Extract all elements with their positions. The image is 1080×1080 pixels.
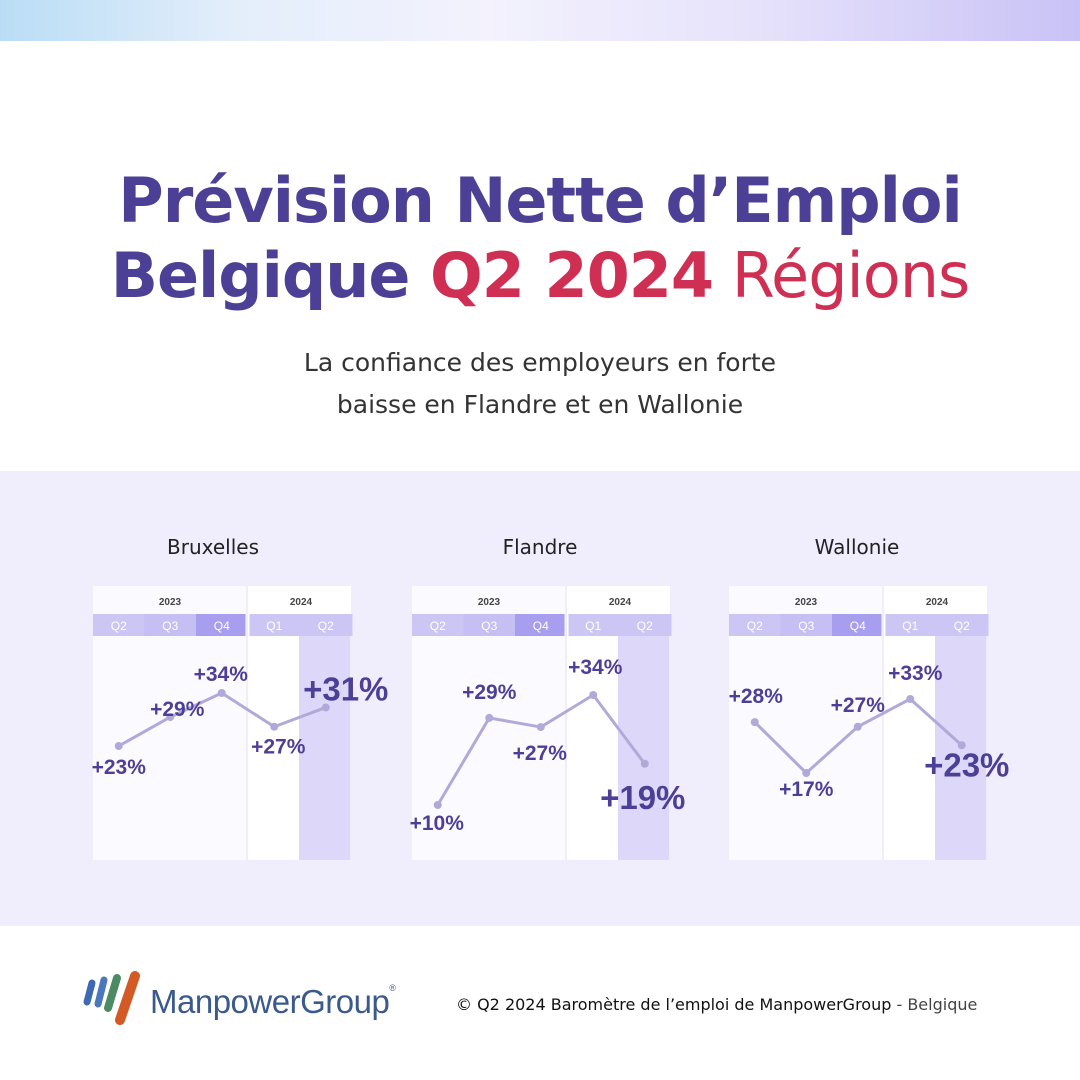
registered-mark: ®	[389, 983, 396, 993]
data-point-wallonie-2	[854, 723, 862, 731]
year-label-2023-flandre: 2023	[477, 597, 501, 608]
subtitle-line1: La confiance des employeurs en forte	[303, 348, 777, 377]
quarter-label-wallonie-4: Q2	[953, 619, 970, 633]
region-title-wallonie: Wallonie	[814, 535, 900, 559]
quarter-label-flandre-1: Q3	[481, 619, 498, 633]
data-label-wallonie-4: +23%	[924, 746, 1010, 784]
title-text: Prévision Nette d’Emploi	[118, 164, 962, 237]
data-label-flandre-3: +34%	[568, 656, 623, 679]
data-point-bruxelles-0	[115, 742, 123, 750]
data-label-wallonie-3: +33%	[888, 662, 943, 685]
data-point-wallonie-0	[751, 718, 759, 726]
year-label-2023-bruxelles: 2023	[158, 597, 182, 608]
quarter-label-wallonie-0: Q2	[746, 619, 763, 633]
data-point-flandre-1	[485, 714, 493, 722]
data-label-flandre-1: +29%	[462, 680, 517, 704]
highlight-column-bruxelles	[299, 614, 351, 860]
brand-name	[150, 983, 395, 1021]
region-title-bruxelles: Bruxelles	[167, 535, 259, 559]
subtitle-line2: baisse en Flandre et en Wallonie	[336, 390, 744, 419]
quarter-label-wallonie-2: Q4	[849, 619, 866, 633]
copyright-notice	[456, 995, 977, 1014]
brand-name-text: ManpowerGroup	[150, 983, 390, 1020]
region-title-flandre: Flandre	[502, 535, 578, 559]
data-point-flandre-4	[641, 760, 649, 768]
manpowergroup-logo	[80, 970, 144, 1033]
data-label-bruxelles-3: +27%	[251, 735, 306, 759]
quarter-label-flandre-4: Q2	[636, 619, 653, 633]
title-quarter: Q2 2024	[430, 239, 714, 312]
data-point-bruxelles-2	[218, 689, 226, 697]
year-label-2024-wallonie: 2024	[925, 597, 949, 608]
data-point-wallonie-3	[906, 695, 914, 703]
data-label-bruxelles-2: +34%	[193, 663, 248, 686]
data-label-bruxelles-4: +31%	[303, 670, 389, 708]
highlight-column-wallonie	[935, 614, 987, 860]
quarter-label-bruxelles-1: Q3	[162, 619, 179, 633]
data-point-bruxelles-3	[270, 723, 278, 731]
title-country: Belgique	[110, 239, 431, 312]
quarter-label-flandre-3: Q1	[585, 619, 602, 633]
copyright-country: - Belgique	[891, 995, 978, 1014]
data-point-flandre-2	[537, 723, 545, 731]
data-point-flandre-0	[434, 801, 442, 809]
data-label-flandre-4: +19%	[600, 778, 686, 816]
data-label-wallonie-2: +27%	[830, 693, 885, 717]
year-separator-wallonie	[882, 586, 884, 860]
quarter-label-flandre-0: Q2	[429, 619, 446, 633]
quarter-label-bruxelles-4: Q2	[317, 619, 334, 633]
quarter-label-wallonie-1: Q3	[798, 619, 815, 633]
quarter-label-wallonie-3: Q1	[902, 619, 919, 633]
data-label-bruxelles-1: +29%	[150, 698, 205, 722]
year-label-2024-flandre: 2024	[608, 597, 632, 608]
data-label-flandre-0: +10%	[409, 812, 464, 835]
data-point-flandre-3	[589, 691, 597, 699]
year-label-2023-wallonie: 2023	[794, 597, 818, 608]
data-label-flandre-2: +27%	[512, 742, 567, 766]
quarter-label-bruxelles-3: Q1	[266, 619, 283, 633]
quarter-label-bruxelles-2: Q4	[213, 619, 230, 633]
data-label-bruxelles-0: +23%	[91, 756, 146, 779]
data-point-wallonie-1	[802, 769, 810, 777]
quarter-label-bruxelles-0: Q2	[110, 619, 127, 633]
manpower-stripes-icon	[80, 970, 144, 1028]
year-separator-bruxelles	[246, 586, 248, 860]
copyright-text: © Q2 2024 Baromètre de l’emploi de ManpowerGroup	[456, 995, 892, 1014]
year-separator-flandre	[565, 586, 567, 860]
title-regions: Régions	[713, 239, 970, 312]
data-label-wallonie-1: +17%	[779, 778, 834, 801]
quarter-label-flandre-2: Q4	[532, 619, 549, 633]
year-label-2024-bruxelles: 2024	[289, 597, 313, 608]
data-label-wallonie-0: +28%	[728, 685, 783, 709]
